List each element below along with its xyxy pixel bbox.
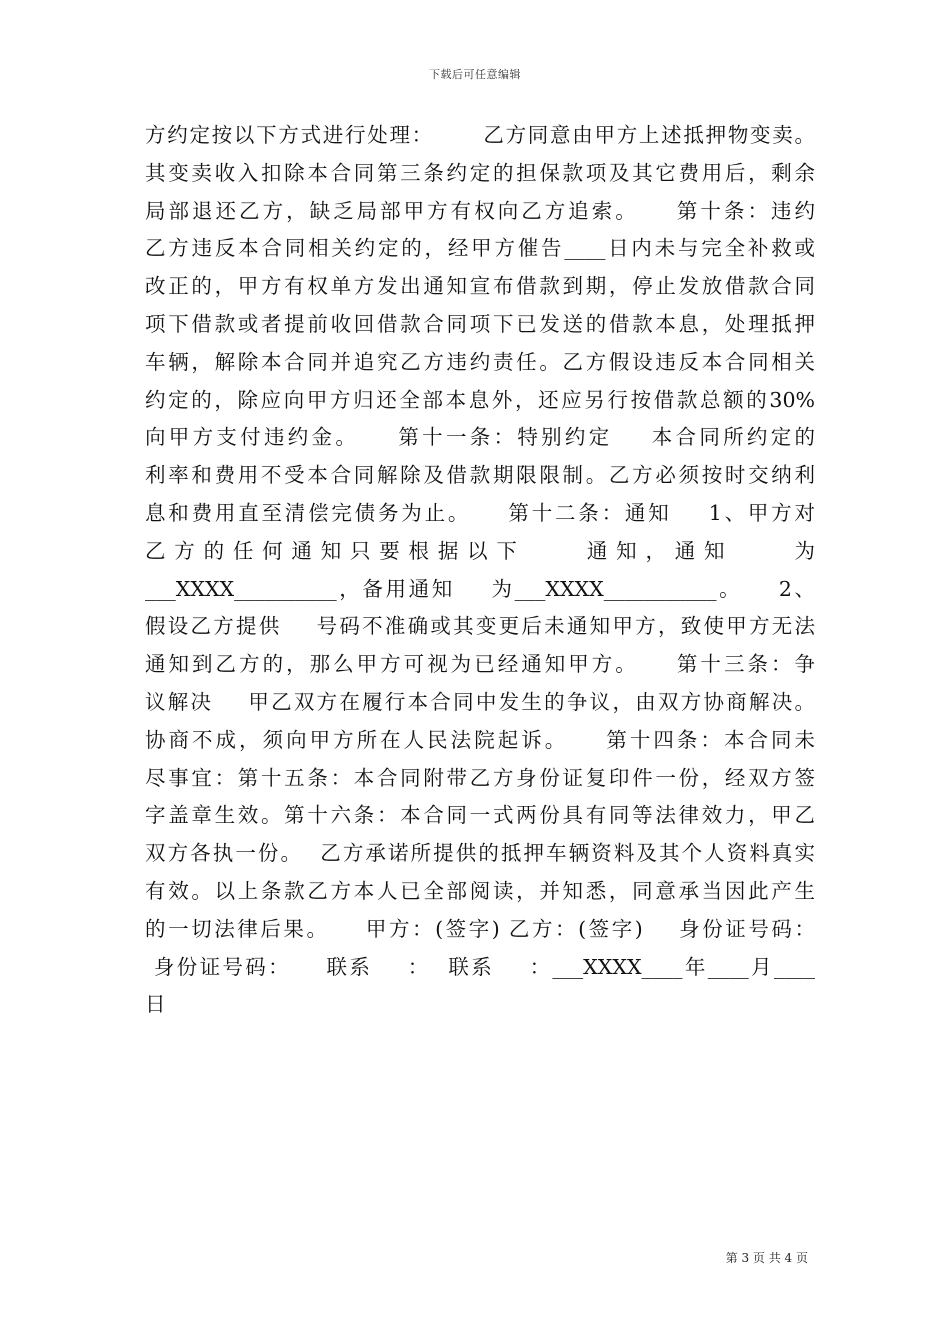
text-line: 车辆，解除本合同并追究乙方违约责任。乙方假设违反本合同相关 (145, 349, 815, 374)
text-line: 乙方违反本合同相关约定的，经甲方催告____日内未与完全补救或 (145, 236, 815, 261)
text-line: 假设乙方提供 号码不准确或其变更后未通知甲方，致使甲方无法 (145, 614, 815, 639)
contract-body (145, 117, 815, 1024)
text-line: 项下借款或者提前收回借款合同项下已发送的借款本息，处理抵押 (145, 311, 815, 336)
text-line: 改正的，甲方有权单方发出通知宣布借款到期，停止发放借款合同 (145, 274, 815, 299)
text-line: 其变卖收入扣除本合同第三条约定的担保款项及其它费用后，剩余 (145, 160, 815, 185)
text-line: 协商不成，须向甲方所在人民法院起诉。 第十四条：本合同未 (145, 727, 815, 752)
text-line: ___XXXX__________，备用通知 为___XXXX___________。 2、 (145, 576, 815, 601)
text-line: 议解决 甲乙双方在履行本合同中发生的争议，由双方协商解决。 (145, 689, 815, 714)
text-line: 方约定按以下方式进行处理： 乙方同意由甲方上述抵押物变卖。 (145, 123, 815, 147)
text-line: 通知到乙方的，那么甲方可视为已经通知甲方。 第十三条：争 (145, 652, 815, 677)
text-line: 身份证号码： 联系 ： 联系 ：___XXXX____年____月____ (145, 954, 815, 979)
header-note: 下载后可任意编辑 (429, 68, 521, 81)
text-line: 日 (145, 992, 166, 1017)
text-line: 局部退还乙方，缺乏局部甲方有权向乙方追索。 第十条：违约 (145, 198, 815, 223)
text-line: 双方各执一份。 乙方承诺所提供的抵押车辆资料及其个人资料真实 (145, 841, 815, 866)
text-line: 息和费用直至清偿完债务为止。 第十二条：通知 1、甲方对 (145, 500, 815, 525)
text-line: 向甲方支付违约金。 第十一条：特别约定 本合同所约定的 (145, 425, 815, 450)
text-line: 约定的，除应向甲方归还全部本息外，还应另行按借款总额的30% (145, 387, 815, 412)
text-line: 的一切法律后果。 甲方：(签字) 乙方：(签字) 身份证号码： (145, 916, 815, 941)
page-indicator: 第 3 页 共 4 页 (725, 1251, 808, 1265)
text-line: 有效。以上条款乙方本人已全部阅读，并知悉，同意承当因此产生 (145, 878, 815, 903)
text-line: 利率和费用不受本合同解除及借款期限限制。乙方必须按时交纳利 (145, 463, 815, 488)
text-line: 乙方的任何通知只要根据以下 通知，通知 为 (145, 538, 815, 563)
text-line: 字盖章生效。第十六条：本合同一式两份具有同等法律效力，甲乙 (145, 803, 815, 828)
text-line: 尽事宜：第十五条：本合同附带乙方身份证复印件一份，经双方签 (145, 765, 815, 790)
